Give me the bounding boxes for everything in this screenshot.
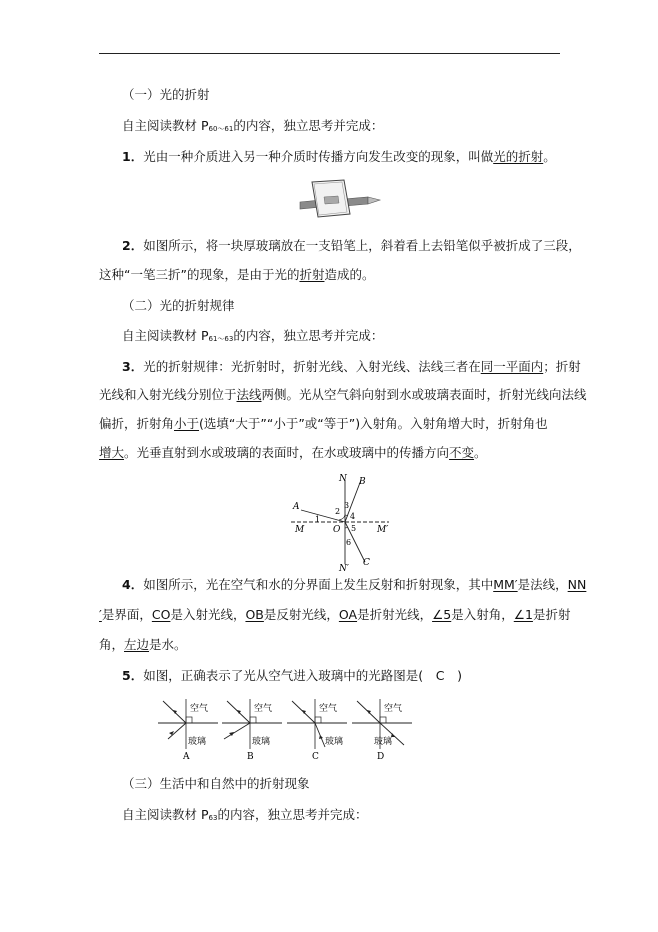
question-4-line-1: 4．如图所示，光在空气和水的分界面上发生反射和折射现象，其中MM′是法线，NN [122, 577, 587, 592]
read-instruction-1: 自主阅读教材 P60～61的内容，独立思考并完成： [122, 118, 384, 133]
option-label-b: B [247, 752, 254, 762]
option-label-a: A [183, 752, 190, 762]
glass-label: 玻璃 [374, 737, 393, 747]
option-figure-b [222, 697, 284, 763]
glass-label: 玻璃 [325, 737, 344, 747]
option-figure-d [352, 697, 414, 763]
header-rule [99, 53, 560, 54]
option-figure-a [158, 697, 220, 763]
option-figure-c [287, 697, 349, 763]
read-instruction-3: 自主阅读教材 P63的内容，独立思考并完成： [122, 807, 368, 822]
glass-label: 玻璃 [252, 737, 271, 747]
question-3-line-1: 3．光的折射规律：光折射时，折射光线、入射光线、法线三者在同一平面内；折射 [122, 359, 581, 374]
angle-6: 6 [346, 538, 352, 547]
refraction-figure [285, 472, 395, 572]
question-2-line-1: 2．如图所示，将一块厚玻璃放在一支铅笔上，斜着看上去铅笔似乎被折成了三段， [122, 238, 581, 253]
section-title-1: （一）光的折射 [122, 87, 210, 102]
question-3-line-4: 增大。光垂直射到水或玻璃的表面时，在水或玻璃中的传播方向不变。 [99, 445, 487, 460]
angle-2: 2 [335, 507, 341, 516]
question-3-line-2: 光线和入射光线分别位于法线两侧。光从空气斜向射到水或玻璃表面时，折射光线向法线 [99, 387, 587, 402]
air-label: 空气 [319, 704, 338, 714]
question-5: 5．如图，正确表示了光从空气进入玻璃中的光路图是( C ) [122, 668, 462, 683]
angle-1: 1 [315, 515, 321, 524]
angle-4: 4 [350, 512, 356, 521]
question-4-line-2: ′是界面，CO是入射光线，OB是反射光线，OA是折射光线，∠5是入射角，∠1是折射 [99, 607, 571, 622]
label-M-prime: M′ [377, 525, 389, 535]
label-B: B [359, 477, 366, 487]
read-instruction-2: 自主阅读教材 P61～63的内容，独立思考并完成： [122, 328, 384, 343]
label-N: N [339, 474, 347, 484]
option-label-d: D [377, 752, 385, 762]
label-O: O [333, 525, 341, 535]
angle-5: 5 [351, 524, 357, 533]
question-2-line-2: 这种“一笔三折”的现象，是由于光的折射造成的。 [99, 267, 375, 282]
question-3-line-3: 偏折，折射角小于(选填“大于”“小于”或“等于”)入射角。入射角增大时，折射角也 [99, 416, 548, 431]
air-label: 空气 [254, 704, 273, 714]
question-4-line-3: 角，左边是水。 [99, 637, 187, 652]
glass-label: 玻璃 [188, 737, 207, 747]
pencil-glass-figure [298, 178, 382, 220]
label-A: A [293, 502, 300, 512]
label-C: C [363, 558, 370, 568]
section-title-3: （三）生活中和自然中的折射现象 [122, 776, 310, 791]
air-label: 空气 [190, 704, 209, 714]
section-title-2: （二）光的折射规律 [122, 298, 235, 313]
question-1: 1．光由一种介质进入另一种介质时传播方向发生改变的现象，叫做光的折射。 [122, 149, 556, 164]
label-N-prime: N′ [339, 564, 349, 574]
angle-3: 3 [344, 501, 350, 510]
option-label-c: C [312, 752, 319, 762]
air-label: 空气 [384, 704, 403, 714]
label-M: M [295, 525, 305, 535]
